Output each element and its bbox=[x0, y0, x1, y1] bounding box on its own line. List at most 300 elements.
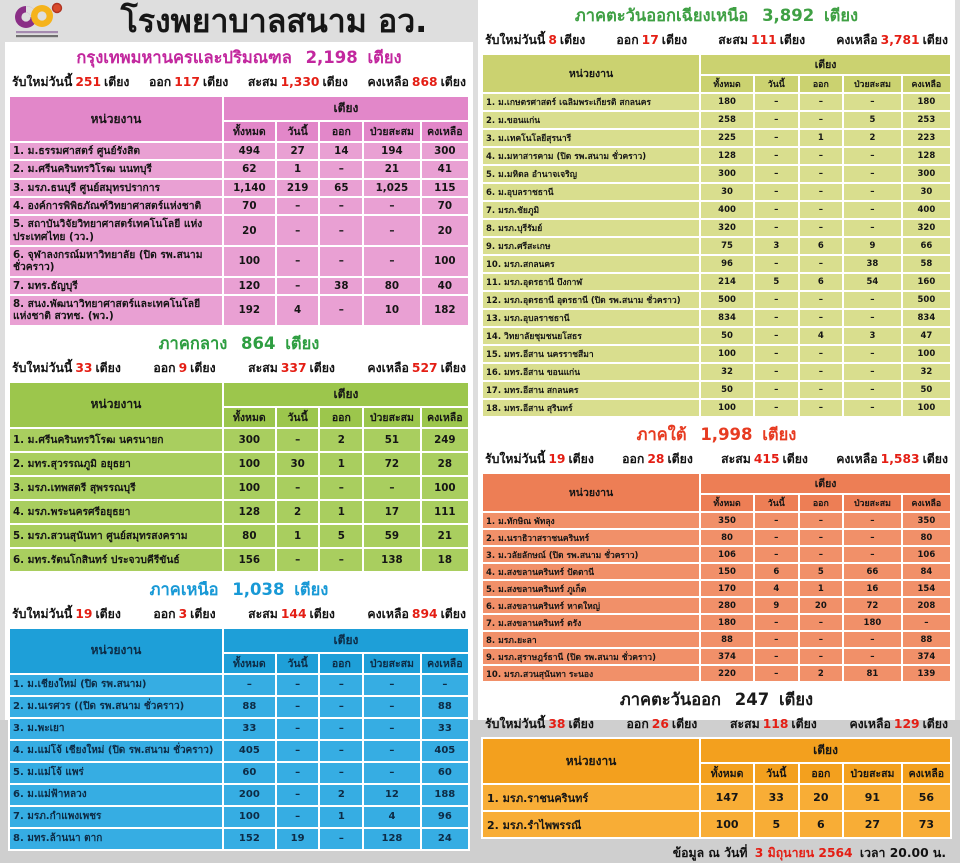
org-name-cell: 11. มรภ.อุดรธานี บึงกาฬ bbox=[482, 273, 700, 291]
value-cell: 320 bbox=[902, 219, 951, 237]
value-cell: – bbox=[363, 696, 421, 718]
value-cell: 2 bbox=[799, 665, 844, 682]
value-cell: 5 bbox=[319, 524, 363, 548]
value-cell: 350 bbox=[902, 512, 951, 529]
org-name-cell: 7. มรภ.ชัยภูมิ bbox=[482, 201, 700, 219]
value-cell: 6 bbox=[799, 811, 844, 838]
value-cell: – bbox=[799, 631, 844, 648]
value-cell: – bbox=[843, 648, 902, 665]
value-cell: 188 bbox=[421, 784, 469, 806]
table-row bbox=[482, 580, 951, 597]
value-cell: 27 bbox=[843, 811, 902, 838]
value-cell: 88 bbox=[700, 631, 754, 648]
value-cell: 1 bbox=[276, 524, 320, 548]
org-name-cell: 7. มรภ.กำแพงเพชร bbox=[9, 806, 223, 828]
value-cell: 2 bbox=[319, 428, 363, 452]
value-cell: 500 bbox=[700, 291, 754, 309]
value-cell: – bbox=[799, 111, 844, 129]
value-cell: 280 bbox=[700, 597, 754, 614]
value-cell: – bbox=[276, 197, 320, 215]
footer-prefix: ข้อมูล ณ วันที่ bbox=[672, 846, 748, 860]
section-central-header bbox=[8, 328, 470, 359]
stat-1: ออก 28 เตียง bbox=[622, 452, 693, 466]
value-cell: 2 bbox=[319, 784, 363, 806]
sub-column-header: ทั้งหมด bbox=[223, 121, 276, 142]
left-column bbox=[5, 0, 473, 845]
value-cell: 156 bbox=[223, 548, 276, 572]
org-name-cell: 12. มรภ.อุดรธานี อุดรธานี (ปิด รพ.สนาม ชั่วคราว) bbox=[482, 291, 700, 309]
org-name-cell: 3. มรภ.ธนบุรี ศูนย์สมุทรปราการ bbox=[9, 179, 223, 197]
stat-0: รับใหม่วันนี้ 38 เตียง bbox=[485, 717, 594, 731]
value-cell: 56 bbox=[902, 784, 951, 811]
value-cell: 115 bbox=[421, 179, 469, 197]
value-cell: 41 bbox=[421, 160, 469, 178]
value-cell: 180 bbox=[902, 93, 951, 111]
sub-column-header: ป่วยสะสม bbox=[843, 494, 902, 512]
stat-1: ออก 17 เตียง bbox=[616, 33, 688, 47]
value-cell: 80 bbox=[902, 529, 951, 546]
value-cell: 59 bbox=[363, 524, 421, 548]
value-cell: – bbox=[843, 93, 902, 111]
org-name-cell: 9. มรภ.ศรีสะเกษ bbox=[482, 237, 700, 255]
table-row bbox=[482, 546, 951, 563]
value-cell: 38 bbox=[319, 277, 363, 295]
value-cell: 405 bbox=[421, 740, 469, 762]
logo-caption-lines bbox=[16, 31, 58, 37]
value-cell: 80 bbox=[223, 524, 276, 548]
table-row bbox=[9, 428, 469, 452]
value-cell: 350 bbox=[700, 512, 754, 529]
section-title: ภาคตะวันออกเฉียงเหนือ bbox=[574, 6, 749, 25]
org-name-cell: 6. ม.อุบลราชธานี bbox=[482, 183, 700, 201]
section-bangkok bbox=[8, 42, 470, 327]
section-north bbox=[8, 574, 470, 851]
value-cell: – bbox=[799, 345, 844, 363]
table-row bbox=[9, 215, 469, 246]
value-cell: 81 bbox=[843, 665, 902, 682]
value-cell: 219 bbox=[276, 179, 320, 197]
stat-1: ออก 117 เตียง bbox=[148, 75, 229, 89]
table-row bbox=[482, 237, 951, 255]
value-cell: 100 bbox=[421, 246, 469, 277]
value-cell: 100 bbox=[223, 476, 276, 500]
org-column-header: หน่วยงาน bbox=[9, 96, 223, 142]
value-cell: 40 bbox=[421, 277, 469, 295]
value-cell: 5 bbox=[799, 563, 844, 580]
org-name-cell: 3. มรภ.เทพสตรี สุพรรณบุรี bbox=[9, 476, 223, 500]
value-cell: 10 bbox=[363, 295, 421, 326]
value-cell: 20 bbox=[223, 215, 276, 246]
value-cell: 66 bbox=[902, 237, 951, 255]
value-cell: – bbox=[754, 291, 799, 309]
value-cell: 4 bbox=[754, 580, 799, 597]
sub-column-header: วันนี้ bbox=[754, 75, 799, 93]
value-cell: 258 bbox=[700, 111, 754, 129]
table-row bbox=[482, 563, 951, 580]
value-cell: 320 bbox=[700, 219, 754, 237]
org-name-cell: 3. ม.วลัยลักษณ์ (ปิด รพ.สนาม ชั่วคราว) bbox=[482, 546, 700, 563]
value-cell: 54 bbox=[843, 273, 902, 291]
section-south-header bbox=[481, 419, 952, 450]
footer-time: เวลา 20.00 น. bbox=[859, 846, 946, 860]
value-cell: 96 bbox=[700, 255, 754, 273]
value-cell: 100 bbox=[223, 452, 276, 476]
value-cell: 70 bbox=[223, 197, 276, 215]
section-stats bbox=[8, 605, 470, 627]
value-cell: 33 bbox=[223, 718, 276, 740]
org-name-cell: 2. ม.ศรีนครินทรวิโรฒ นนทบุรี bbox=[9, 160, 223, 178]
stat-1: ออก 3 เตียง bbox=[153, 606, 216, 621]
value-cell: – bbox=[276, 762, 320, 784]
value-cell: – bbox=[276, 784, 320, 806]
page-title: โรงพยาบาลสนาม อว. bbox=[120, 2, 428, 40]
sub-column-header: ทั้งหมด bbox=[700, 75, 754, 93]
value-cell: 50 bbox=[902, 381, 951, 399]
sub-column-header: ป่วยสะสม bbox=[363, 653, 421, 674]
org-name-cell: 5. มรภ.สวนสุนันทา ศูนย์สมุทรสงคราม bbox=[9, 524, 223, 548]
org-column-header: หน่วยงาน bbox=[482, 473, 700, 512]
value-cell: – bbox=[319, 696, 363, 718]
sub-column-header: ป่วยสะสม bbox=[843, 75, 902, 93]
org-name-cell: 1. ม.ศรีนครินทรวิโรฒ นครนายก bbox=[9, 428, 223, 452]
bed-unit-label: เตียง bbox=[762, 425, 797, 444]
value-cell: – bbox=[276, 674, 320, 696]
table-row bbox=[482, 784, 951, 811]
value-cell: – bbox=[754, 512, 799, 529]
beds-group-header: เตียง bbox=[700, 473, 951, 494]
right-column bbox=[478, 0, 955, 860]
org-name-cell: 1. ม.ทักษิณ พัทลุง bbox=[482, 512, 700, 529]
value-cell: 2 bbox=[276, 500, 320, 524]
section-title: ภาคเหนือ bbox=[149, 579, 219, 599]
value-cell: 160 bbox=[902, 273, 951, 291]
value-cell: 72 bbox=[843, 597, 902, 614]
table-row bbox=[9, 784, 469, 806]
value-cell: 100 bbox=[700, 399, 754, 417]
table-row bbox=[482, 614, 951, 631]
value-cell: 180 bbox=[700, 93, 754, 111]
sub-column-header: ทั้งหมด bbox=[700, 763, 754, 784]
value-cell: 147 bbox=[700, 784, 754, 811]
value-cell: – bbox=[843, 309, 902, 327]
value-cell: 20 bbox=[799, 784, 844, 811]
sub-column-header: ป่วยสะสม bbox=[843, 763, 902, 784]
value-cell: – bbox=[276, 476, 320, 500]
value-cell: 128 bbox=[700, 147, 754, 165]
value-cell: 106 bbox=[902, 546, 951, 563]
value-cell: – bbox=[843, 399, 902, 417]
value-cell: 72 bbox=[363, 452, 421, 476]
org-name-cell: 1. ม.ธรรมศาสตร์ ศูนย์รังสิต bbox=[9, 142, 223, 160]
section-central bbox=[8, 328, 470, 573]
value-cell: – bbox=[799, 309, 844, 327]
value-cell: 20 bbox=[799, 597, 844, 614]
value-cell: 38 bbox=[843, 255, 902, 273]
org-name-cell: 10. มรภ.สวนสุนันทา ระนอง bbox=[482, 665, 700, 682]
stat-0: รับใหม่วันนี้ 19 เตียง bbox=[485, 452, 594, 466]
org-name-cell: 4. ม.แม่โจ้ เชียงใหม่ (ปิด รพ.สนาม ชั่วคราว) bbox=[9, 740, 223, 762]
org-name-cell: 15. มทร.อีสาน นครราชสีมา bbox=[482, 345, 700, 363]
section-east bbox=[481, 684, 952, 839]
value-cell: 5 bbox=[754, 811, 799, 838]
sub-column-header: วันนี้ bbox=[754, 763, 799, 784]
value-cell: – bbox=[319, 476, 363, 500]
org-name-cell: 1. ม.เกษตรศาสตร์ เฉลิมพระเกียรติ สกลนคร bbox=[482, 93, 700, 111]
data-asof-footer bbox=[481, 840, 952, 863]
value-cell: 180 bbox=[843, 614, 902, 631]
value-cell: – bbox=[843, 363, 902, 381]
org-column-header: หน่วยงาน bbox=[9, 628, 223, 674]
section-east-header bbox=[481, 684, 952, 715]
value-cell: 106 bbox=[700, 546, 754, 563]
value-cell: 100 bbox=[421, 476, 469, 500]
value-cell: 14 bbox=[319, 142, 363, 160]
section-stats bbox=[481, 450, 952, 472]
stat-3: คงเหลือ 527 เตียง bbox=[367, 360, 466, 375]
org-name-cell: 9. มรภ.สุราษฎร์ธานี (ปิด รพ.สนาม ชั่วคราว) bbox=[482, 648, 700, 665]
value-cell: 4 bbox=[363, 806, 421, 828]
stat-1: ออก 26 เตียง bbox=[626, 717, 698, 731]
sub-column-header: คงเหลือ bbox=[421, 653, 469, 674]
value-cell: – bbox=[363, 718, 421, 740]
value-cell: – bbox=[319, 295, 363, 326]
table-row bbox=[9, 828, 469, 850]
table-row bbox=[482, 665, 951, 682]
value-cell: – bbox=[276, 806, 320, 828]
value-cell: – bbox=[319, 215, 363, 246]
value-cell: – bbox=[421, 674, 469, 696]
org-name-cell: 8. มรภ.ยะลา bbox=[482, 631, 700, 648]
value-cell: 33 bbox=[754, 784, 799, 811]
value-cell: – bbox=[843, 147, 902, 165]
section-title: กรุงเทพมหานครและปริมณฑล bbox=[76, 48, 292, 67]
value-cell: 300 bbox=[223, 428, 276, 452]
org-column-header: หน่วยงาน bbox=[482, 738, 700, 784]
value-cell: 214 bbox=[700, 273, 754, 291]
table-row bbox=[482, 255, 951, 273]
value-cell: 100 bbox=[223, 246, 276, 277]
table-row bbox=[482, 147, 951, 165]
value-cell: – bbox=[276, 277, 320, 295]
value-cell: – bbox=[843, 183, 902, 201]
value-cell: 494 bbox=[223, 142, 276, 160]
table-row bbox=[9, 160, 469, 178]
value-cell: – bbox=[754, 111, 799, 129]
sub-column-header: วันนี้ bbox=[276, 407, 320, 428]
value-cell: 19 bbox=[276, 828, 320, 850]
value-cell: 1 bbox=[799, 129, 844, 147]
value-cell: 4 bbox=[799, 327, 844, 345]
table-row bbox=[482, 529, 951, 546]
value-cell: 170 bbox=[700, 580, 754, 597]
value-cell: – bbox=[843, 631, 902, 648]
org-name-cell: 4. มรภ.พระนครศรีอยุธยา bbox=[9, 500, 223, 524]
table-row bbox=[482, 165, 951, 183]
table-row bbox=[9, 277, 469, 295]
value-cell: – bbox=[754, 381, 799, 399]
footer-date: 3 มิถุนายน 2564 bbox=[754, 846, 853, 860]
left-panel bbox=[5, 42, 473, 845]
stat-0: รับใหม่วันนี้ 251 เตียง bbox=[12, 75, 130, 89]
value-cell: 1 bbox=[319, 452, 363, 476]
bed-unit-label: เตียง bbox=[824, 6, 859, 25]
value-cell: – bbox=[276, 718, 320, 740]
table-row bbox=[9, 142, 469, 160]
value-cell: 96 bbox=[421, 806, 469, 828]
value-cell: 6 bbox=[799, 237, 844, 255]
org-name-cell: 6. มทร.รัตนโกสินทร์ ประจวบคีรีขันธ์ bbox=[9, 548, 223, 572]
value-cell: – bbox=[319, 246, 363, 277]
table-row bbox=[482, 811, 951, 838]
value-cell: 139 bbox=[902, 665, 951, 682]
section-stats bbox=[8, 359, 470, 381]
value-cell: 50 bbox=[700, 381, 754, 399]
value-cell: 194 bbox=[363, 142, 421, 160]
value-cell: 32 bbox=[700, 363, 754, 381]
value-cell: – bbox=[319, 762, 363, 784]
section-stats bbox=[481, 31, 952, 53]
value-cell: 20 bbox=[421, 215, 469, 246]
value-cell: – bbox=[799, 381, 844, 399]
value-cell: – bbox=[799, 219, 844, 237]
value-cell: – bbox=[843, 201, 902, 219]
value-cell: 400 bbox=[902, 201, 951, 219]
value-cell: 192 bbox=[223, 295, 276, 326]
value-cell: – bbox=[799, 512, 844, 529]
value-cell: 5 bbox=[843, 111, 902, 129]
value-cell: – bbox=[799, 93, 844, 111]
value-cell: 1,025 bbox=[363, 179, 421, 197]
value-cell: 128 bbox=[223, 500, 276, 524]
org-name-cell: 5. ม.มหิดล อำนาจเจริญ bbox=[482, 165, 700, 183]
table-row bbox=[482, 291, 951, 309]
title-bar bbox=[5, 0, 473, 42]
value-cell: 84 bbox=[902, 563, 951, 580]
value-cell: 30 bbox=[700, 183, 754, 201]
value-cell: 2 bbox=[843, 129, 902, 147]
value-cell: 70 bbox=[421, 197, 469, 215]
value-cell: – bbox=[843, 291, 902, 309]
bed-unit-label: เตียง bbox=[367, 48, 402, 67]
org-name-cell: 16. มทร.อีสาน ขอนแก่น bbox=[482, 363, 700, 381]
value-cell: – bbox=[276, 548, 320, 572]
stat-2: สะสม 111 เตียง bbox=[718, 33, 806, 47]
value-cell: – bbox=[319, 548, 363, 572]
value-cell: 88 bbox=[223, 696, 276, 718]
value-cell: – bbox=[754, 309, 799, 327]
value-cell: – bbox=[754, 399, 799, 417]
value-cell: 100 bbox=[223, 806, 276, 828]
sub-column-header: คงเหลือ bbox=[421, 407, 469, 428]
beds-group-header: เตียง bbox=[223, 382, 469, 407]
value-cell: – bbox=[754, 93, 799, 111]
sub-column-header: ป่วยสะสม bbox=[363, 407, 421, 428]
org-column-header: หน่วยงาน bbox=[482, 54, 700, 93]
value-cell: – bbox=[754, 363, 799, 381]
value-cell: – bbox=[319, 674, 363, 696]
mhesi-logo bbox=[9, 2, 75, 40]
sub-column-header: ออก bbox=[319, 653, 363, 674]
value-cell: – bbox=[799, 255, 844, 273]
value-cell: 60 bbox=[223, 762, 276, 784]
value-cell: 75 bbox=[700, 237, 754, 255]
value-cell: – bbox=[754, 327, 799, 345]
table-row bbox=[9, 197, 469, 215]
table-row bbox=[9, 806, 469, 828]
table-row bbox=[482, 597, 951, 614]
table-row bbox=[9, 762, 469, 784]
value-cell: 21 bbox=[421, 524, 469, 548]
table-row bbox=[482, 648, 951, 665]
beds-table bbox=[8, 95, 470, 327]
value-cell: 65 bbox=[319, 179, 363, 197]
value-cell: – bbox=[319, 828, 363, 850]
org-name-cell: 6. ม.แม่ฟ้าหลวง bbox=[9, 784, 223, 806]
value-cell: – bbox=[363, 215, 421, 246]
section-total: 864 bbox=[241, 333, 276, 353]
section-bangkok-header bbox=[8, 42, 470, 73]
value-cell: 16 bbox=[843, 580, 902, 597]
value-cell: 88 bbox=[421, 696, 469, 718]
org-name-cell: 17. มทร.อีสาน สกลนคร bbox=[482, 381, 700, 399]
table-row bbox=[482, 512, 951, 529]
value-cell: – bbox=[843, 219, 902, 237]
value-cell: 18 bbox=[421, 548, 469, 572]
table-row bbox=[9, 718, 469, 740]
value-cell: 3 bbox=[843, 327, 902, 345]
value-cell: – bbox=[843, 345, 902, 363]
beds-group-header: เตียง bbox=[700, 738, 951, 763]
value-cell: 9 bbox=[754, 597, 799, 614]
value-cell: – bbox=[754, 147, 799, 165]
bed-unit-label: เตียง bbox=[778, 690, 814, 709]
value-cell: 100 bbox=[902, 399, 951, 417]
value-cell: 5 bbox=[754, 273, 799, 291]
value-cell: 12 bbox=[363, 784, 421, 806]
value-cell: 62 bbox=[223, 160, 276, 178]
value-cell: 182 bbox=[421, 295, 469, 326]
table-row bbox=[9, 500, 469, 524]
value-cell: 180 bbox=[700, 614, 754, 631]
value-cell: 28 bbox=[421, 452, 469, 476]
sub-column-header: ออก bbox=[319, 121, 363, 142]
section-total: 247 bbox=[734, 690, 770, 709]
stat-0: รับใหม่วันนี้ 33 เตียง bbox=[12, 360, 121, 375]
stat-1: ออก 9 เตียง bbox=[153, 360, 216, 375]
stat-3: คงเหลือ 894 เตียง bbox=[367, 606, 466, 621]
section-title: ภาคกลาง bbox=[158, 333, 228, 353]
value-cell: 100 bbox=[700, 345, 754, 363]
value-cell: 300 bbox=[421, 142, 469, 160]
value-cell: 405 bbox=[223, 740, 276, 762]
stat-2: สะสม 337 เตียง bbox=[248, 360, 335, 375]
beds-table bbox=[8, 627, 470, 851]
value-cell: – bbox=[843, 381, 902, 399]
org-name-cell: 2. มทร.สุวรรณภูมิ อยุธยา bbox=[9, 452, 223, 476]
bed-unit-label: เตียง bbox=[294, 579, 329, 599]
beds-group-header: เตียง bbox=[223, 628, 469, 653]
value-cell: 9 bbox=[843, 237, 902, 255]
value-cell: – bbox=[319, 718, 363, 740]
value-cell: 1 bbox=[799, 580, 844, 597]
table-row bbox=[9, 674, 469, 696]
value-cell: – bbox=[799, 183, 844, 201]
value-cell: 834 bbox=[902, 309, 951, 327]
table-row bbox=[482, 631, 951, 648]
section-title: ภาคตะวันออก bbox=[619, 690, 722, 709]
value-cell: 1 bbox=[276, 160, 320, 178]
org-name-cell: 6. จุฬาลงกรณ์มหาวิทยาลัย (ปิด รพ.สนาม ชั่วคราว) bbox=[9, 246, 223, 277]
